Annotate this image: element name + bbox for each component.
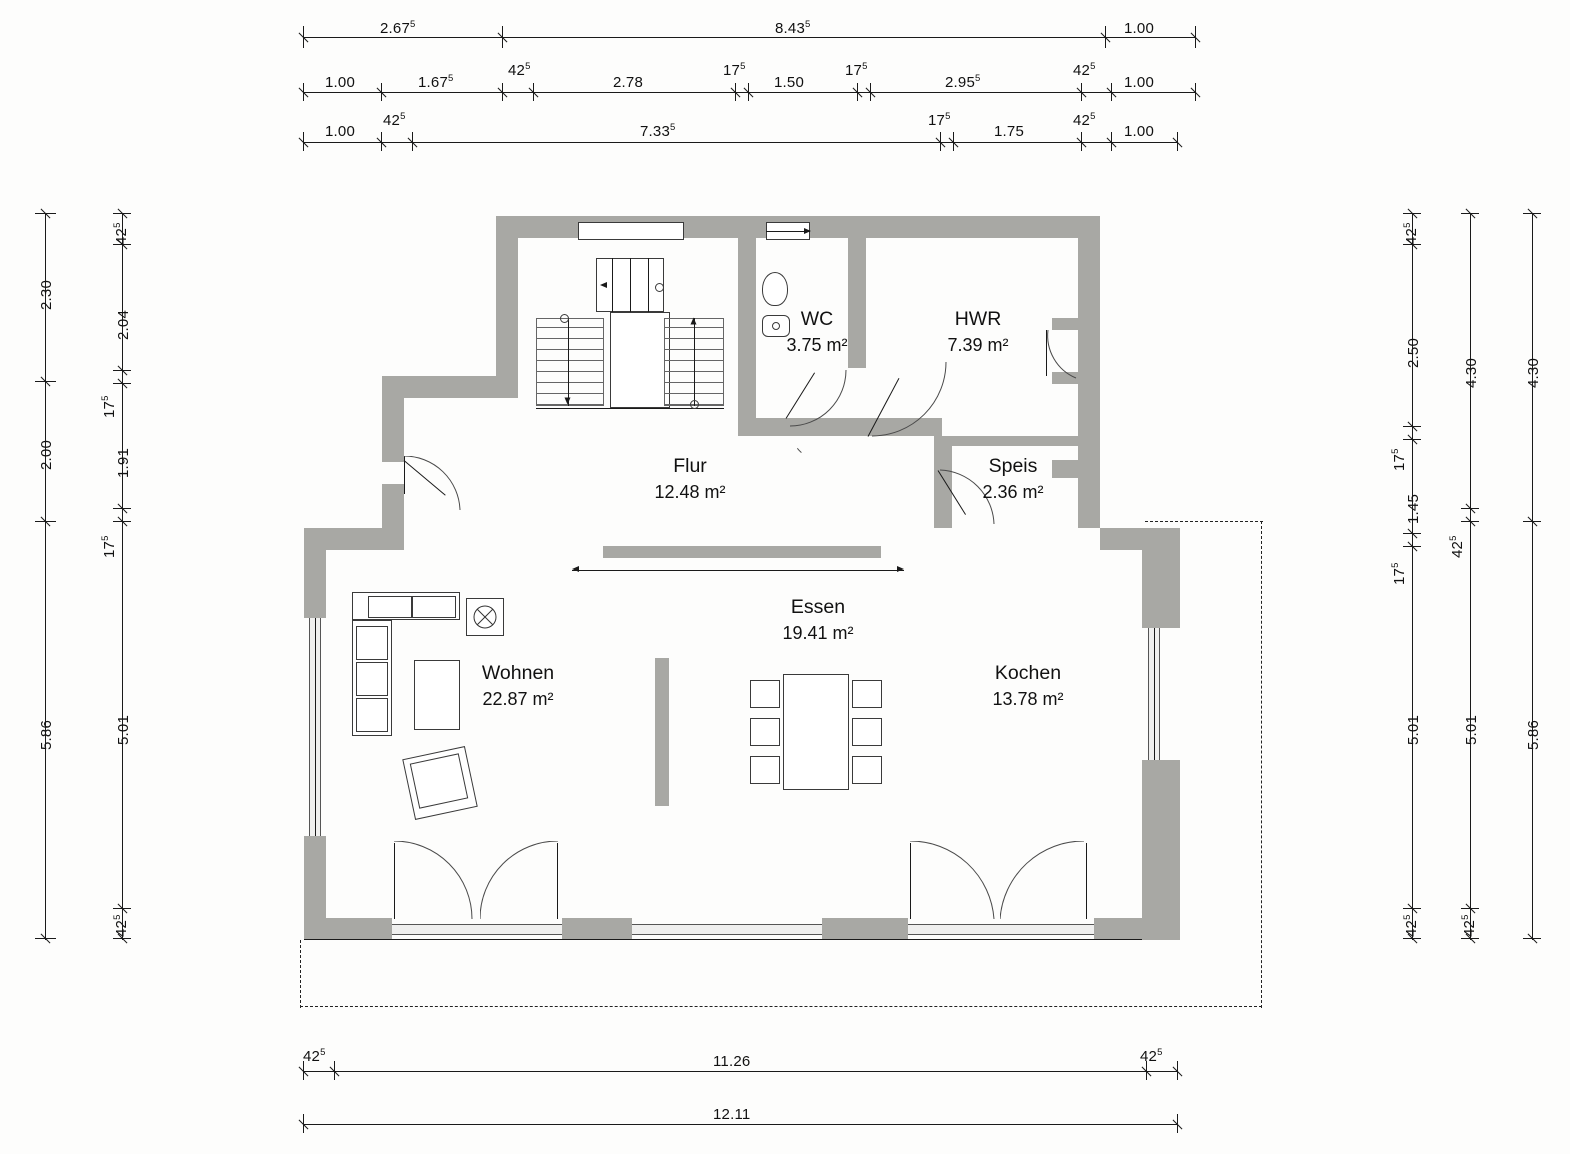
dim-right3-1: 5.86 [1525,720,1542,750]
dim-top2-8: $42^5$ [1073,61,1096,79]
dim-left2-4: $17^5$ [100,535,118,558]
dim-top3-6: 1.00 [1124,123,1154,140]
door-swing-arc-terrace-right-a [910,841,1000,921]
dim-top3-4: 1.75 [994,123,1024,140]
room-label-wohnen: Wohnen 22.87 m² [481,662,555,709]
dim-bottom1-1: 11.26 [713,1053,751,1070]
door-swing-arc-hwr [870,360,950,440]
dim-right1-4: $17^5$ [1390,562,1408,585]
dim-right1-0: $42^5$ [1402,222,1420,245]
dim-top3-0: 1.00 [325,123,355,140]
dim-right2-1: $42^5$ [1448,535,1466,558]
dim-top3-5: $42^5$ [1073,111,1096,129]
dim-right1-5: 5.01 [1405,715,1422,745]
dim-top2-1: 1.67$^5$ [418,73,454,91]
dim-left2-0: $42^5$ [112,222,130,245]
furniture-chair [750,718,780,746]
door-swing-arc-terrace-right-b [1000,841,1090,921]
dim-left1-0: 2.30 [38,280,55,310]
light-fixture-icon [466,598,504,636]
dim-right2-3: $42^5$ [1460,914,1478,937]
furniture-chair [852,756,882,784]
furniture-chair [852,680,882,708]
door-swing-arc-terrace-left-a [394,841,478,921]
room-label-wc: WC 3.75 m² [786,308,848,355]
room-label-flur: Flur 12.48 m² [654,455,726,502]
dim-bottom1-2: $42^5$ [1140,1047,1163,1065]
dim-right2-0: 4.30 [1463,358,1480,388]
room-label-essen: Essen 19.41 m² [782,596,854,643]
door-swing-arc-entry [404,456,466,512]
furniture-chair [750,756,780,784]
dim-top2-6: $17^5$ [845,61,868,79]
door-swing-arc-wc [788,368,858,428]
dim-top2-5: 1.50 [774,74,804,91]
room-label-hwr: HWR 7.39 m² [947,308,1009,355]
dim-top1-0: 2.67$^5$ [380,19,416,37]
dim-top3-1: $42^5$ [383,111,406,129]
dim-right1-2: $17^5$ [1390,448,1408,471]
dim-left1-2: 5.86 [38,720,55,750]
dim-left2-3: 1.91 [115,448,132,478]
toilet-icon [762,272,788,306]
dim-right1-1: 2.50 [1405,338,1422,368]
dim-top2-9: 1.00 [1124,74,1154,91]
dim-bottom2-0: 12.11 [713,1106,751,1123]
dim-top2-2: $42^5$ [508,61,531,79]
dim-top2-7: 2.95$^5$ [945,73,981,91]
freestanding-pier [655,658,669,806]
dim-right1-6: $42^5$ [1402,914,1420,937]
dim-left2-2: $17^5$ [100,395,118,418]
furniture-dining-table [783,674,849,790]
furniture-chair [750,680,780,708]
dim-top3-2: 7.33$^5$ [640,122,676,140]
dim-right2-2: 5.01 [1463,715,1480,745]
furniture-chair [852,718,882,746]
dim-top2-0: 1.00 [325,74,355,91]
room-label-kochen: Kochen 13.78 m² [992,662,1064,709]
dim-left2-5: 5.01 [115,715,132,745]
dim-right1-3: 1.45 [1405,494,1422,524]
dim-left2-1: 2.04 [115,310,132,340]
dim-bottom1-0: $42^5$ [303,1047,326,1065]
dim-top1-1: 8.43$^5$ [775,19,811,37]
door-swing-arc-terrace-left-b [480,841,564,921]
dim-left2-6: $42^5$ [112,914,130,937]
room-label-speis: Speis 2.36 m² [982,455,1044,502]
dim-top1-2: 1.00 [1124,20,1154,37]
dim-top3-3: $17^5$ [928,111,951,129]
dim-top2-3: 2.78 [613,74,643,91]
dim-left1-1: 2.00 [38,440,55,470]
dim-right3-0: 4.30 [1525,358,1542,388]
dim-top2-4: $17^5$ [723,61,746,79]
